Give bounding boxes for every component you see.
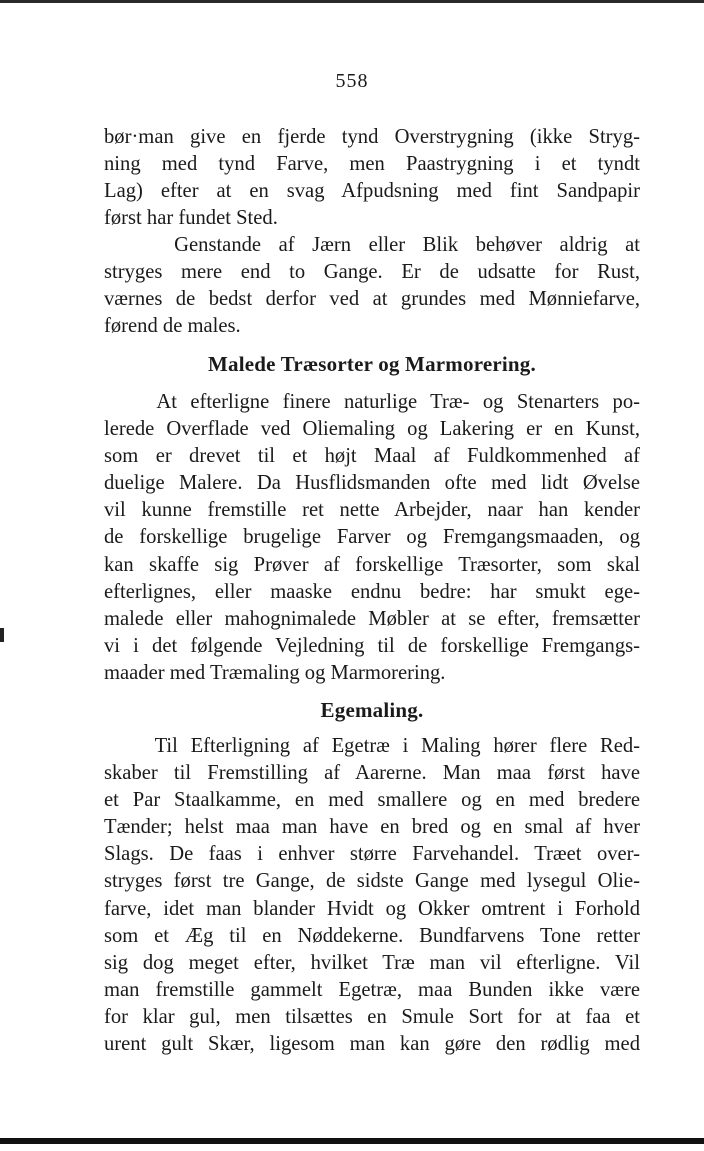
text-line: duelige Malere. Da Husflidsmanden ofte med lidt Øvelse bbox=[104, 472, 640, 495]
text-line: man fremstille gammelt Egetræ, maa Bunden ikke være bbox=[104, 978, 640, 1001]
paragraph-2 bbox=[104, 232, 640, 340]
text-line: Lag) efter at en svag Afpudsning med fint Sandpapir bbox=[104, 180, 640, 203]
text-line: vi i det følgende Vejledning til de forskellige Fremgangs- bbox=[104, 634, 640, 657]
text-line: først har fundet Sted. bbox=[104, 207, 278, 230]
text-line: bør·man give en fjerde tynd Overstrygning (ikke Stryg- bbox=[104, 126, 640, 148]
text-line: de forskellige brugelige Farver og Fremgangsmaaden, og bbox=[104, 526, 640, 549]
paragraph-3 bbox=[104, 389, 640, 687]
paragraph-1 bbox=[104, 124, 640, 232]
section-heading-egemaling: Egemaling. bbox=[320, 698, 424, 722]
text-line: ning med tynd Farve, men Paastrygning i et tyndt bbox=[104, 153, 640, 176]
text-line: malede eller mahognimalede Møbler at se efter, fremsætter bbox=[104, 607, 640, 630]
top-border-rule bbox=[0, 0, 704, 3]
text-line: farve, idet man blander Hvidt og Okker omtrent i Forhold bbox=[104, 897, 640, 920]
text-line: kan skaffe sig Prøver af forskellige Træsorter, som skal bbox=[104, 553, 640, 576]
text-line: Genstande af Jærn eller Blik behøver aldrig at bbox=[104, 234, 640, 256]
section-heading-malede-traesorter: Malede Træsorter og Marmorering. bbox=[208, 352, 536, 376]
text-line: urent gult Skær, ligesom man kan gøre den rødlig med bbox=[104, 1033, 640, 1056]
text-line: som er drevet til et højt Maal af Fuldkommenhed af bbox=[104, 445, 640, 468]
page-number: 558 bbox=[335, 70, 369, 92]
text-line: lerede Overflade ved Oliemaling og Lakering er en Kunst, bbox=[104, 418, 640, 441]
text-line: Til Efterligning af Egetræ i Maling hører flere Red- bbox=[104, 735, 640, 757]
text-line: førend de males. bbox=[104, 315, 241, 338]
text-line: for klar gul, men tilsættes en Smule Sort for at faa et bbox=[104, 1005, 640, 1028]
text-line: At efterligne finere naturlige Træ- og Stenarters po- bbox=[104, 391, 640, 413]
text-line: et Par Staalkamme, en med smallere og en med bredere bbox=[104, 789, 640, 812]
text-line: som et Æg til en Nøddekerne. Bundfarvens Tone retter bbox=[104, 924, 640, 947]
text-line: vil kunne fremstille ret nette Arbejder, naar han kender bbox=[104, 499, 640, 522]
bottom-border-rule bbox=[0, 1138, 704, 1144]
text-line: sig dog meget efter, hvilket Træ man vil efterligne. Vil bbox=[104, 951, 640, 974]
text-line: Slags. De faas i enhver større Farvehandel. Træet over- bbox=[104, 843, 640, 866]
text-line: efterlignes, eller maaske endnu bedre: har smukt ege- bbox=[104, 580, 640, 603]
text-line: maader med Træmaling og Marmorering. bbox=[104, 661, 446, 684]
text-line: værnes de bedst derfor ved at grundes med Mønniefarve, bbox=[104, 288, 640, 311]
text-line: stryges mere end to Gange. Er de udsatte for Rust, bbox=[104, 261, 640, 284]
paragraph-4 bbox=[104, 733, 640, 1058]
text-line: skaber til Fremstilling af Aarerne. Man maa først have bbox=[104, 762, 640, 785]
text-line: stryges først tre Gange, de sidste Gange med lysegul Olie- bbox=[104, 870, 640, 893]
margin-mark bbox=[0, 628, 4, 642]
text-line: Tænder; helst maa man have en bred og en smal af hver bbox=[104, 816, 640, 839]
